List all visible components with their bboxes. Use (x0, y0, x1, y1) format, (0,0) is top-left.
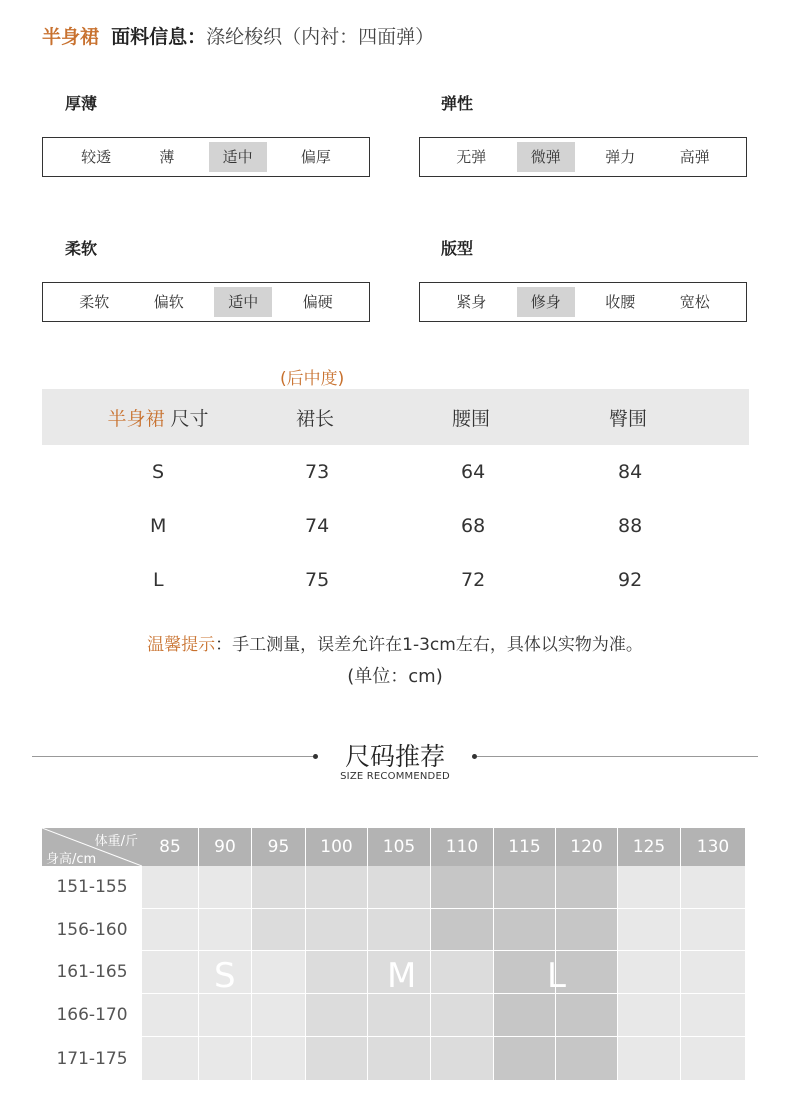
size-table (42, 389, 749, 607)
grid-cell (306, 909, 368, 951)
attr-options-softness (42, 282, 370, 322)
attr-option: 偏厚 (300, 148, 331, 166)
recommend-subtitle: SIZE RECOMMENDED (340, 771, 450, 782)
attr-option: 偏硬 (302, 293, 333, 311)
attr-option: 无弹 (456, 148, 487, 166)
grid-cell (142, 951, 199, 994)
grid-cell (142, 1037, 199, 1081)
column-header: 裙长 (296, 407, 335, 430)
column-header: 臀围 (609, 407, 648, 430)
grid-cell (556, 909, 618, 951)
size-cell: S (152, 461, 165, 483)
attr-option-selected: 适中 (209, 142, 267, 172)
attr-options-thickness (42, 137, 370, 177)
attr-title-thickness: 厚薄 (65, 94, 98, 113)
grid-cell (681, 866, 746, 909)
size-header-text: 尺寸 (170, 407, 209, 430)
grid-cell (618, 866, 681, 909)
recommend-title: 尺码推荐 (344, 742, 445, 771)
grid-cell (494, 909, 556, 951)
back-center-note: (后中度) (280, 369, 345, 389)
product-name: 半身裙 (42, 26, 100, 48)
size-header-label (42, 404, 274, 431)
attr-title-softness: 柔软 (65, 239, 98, 258)
attr-options-elasticity (419, 137, 747, 177)
column-header: 腰围 (452, 407, 491, 430)
grid-cell (431, 909, 494, 951)
weight-header: 85 (142, 828, 199, 866)
fabric-info-line (42, 22, 434, 49)
weight-header: 120 (556, 828, 618, 866)
value-cell: 92 (618, 569, 643, 591)
grid-cell (306, 1037, 368, 1081)
value-cell: 74 (305, 515, 330, 537)
attr-option-selected: 适中 (214, 287, 272, 317)
attr-option: 宽松 (679, 293, 710, 311)
grid-cell (681, 1037, 746, 1081)
measurement-tip (0, 630, 790, 655)
attr-option: 收腰 (605, 293, 636, 311)
size-cell: M (150, 515, 167, 537)
height-row-label: 161-165 (56, 962, 128, 982)
attr-option-selected: 修身 (517, 287, 575, 317)
grid-cell (368, 909, 431, 951)
grid-cell (252, 951, 306, 994)
size-zone-label: M (387, 956, 417, 996)
value-cell: 75 (305, 569, 330, 591)
attr-option: 高弹 (679, 148, 710, 166)
attr-title-fit: 版型 (441, 239, 474, 258)
grid-cell (681, 951, 746, 994)
weight-header: 130 (681, 828, 746, 866)
weight-header: 125 (618, 828, 681, 866)
size-cell: L (153, 569, 164, 591)
grid-cell (252, 994, 306, 1037)
tip-text: ：手工测量，误差允许在1-3cm左右，具体以实物为准。 (215, 635, 643, 655)
height-row-label: 171-175 (56, 1049, 128, 1069)
grid-cell (199, 909, 252, 951)
value-cell: 73 (305, 461, 330, 483)
grid-cell (368, 1037, 431, 1081)
value-cell: 64 (461, 461, 486, 483)
fabric-label: 面料信息： (111, 26, 207, 48)
attr-option: 薄 (159, 148, 175, 166)
unit-note: (单位：cm) (347, 666, 443, 687)
height-row-label: 166-170 (56, 1005, 128, 1025)
grid-cell (681, 994, 746, 1037)
size-recommend-grid (42, 828, 746, 1082)
grid-corner (42, 828, 142, 866)
fabric-value: 涤纶梭织（内衬：四面弹） (206, 26, 435, 48)
grid-cell (368, 994, 431, 1037)
attr-option: 柔软 (79, 293, 110, 311)
grid-cell (431, 951, 494, 994)
grid-cell (306, 866, 368, 909)
grid-cell (142, 909, 199, 951)
attr-option: 偏软 (153, 293, 184, 311)
grid-cell (556, 1037, 618, 1081)
weight-header: 110 (431, 828, 494, 866)
grid-cell (618, 951, 681, 994)
attr-option: 紧身 (456, 293, 487, 311)
attr-option-selected: 微弹 (517, 142, 575, 172)
attr-option: 较透 (81, 148, 112, 166)
grid-cell (368, 866, 431, 909)
grid-cell (252, 1037, 306, 1081)
grid-cell (618, 909, 681, 951)
height-row-label: 151-155 (56, 877, 128, 897)
grid-cell (252, 909, 306, 951)
weight-header: 95 (252, 828, 306, 866)
size-zone-label: S (214, 956, 236, 996)
value-cell: 72 (461, 569, 486, 591)
grid-cell (556, 994, 618, 1037)
grid-cell (199, 866, 252, 909)
grid-cell (431, 866, 494, 909)
weight-header: 105 (368, 828, 431, 866)
attr-option: 弹力 (605, 148, 636, 166)
attr-title-elasticity: 弹性 (441, 94, 474, 113)
grid-cell (681, 909, 746, 951)
grid-cell (494, 866, 556, 909)
grid-cell (556, 866, 618, 909)
height-row-label: 156-160 (56, 920, 128, 940)
attr-options-fit (419, 282, 747, 322)
grid-cell (494, 1037, 556, 1081)
grid-cell (306, 951, 368, 994)
corner-weight-label: 体重/斤 (94, 834, 138, 849)
grid-cell (142, 866, 199, 909)
tip-label: 温馨提示 (147, 635, 216, 655)
grid-cell (199, 994, 252, 1037)
weight-header: 90 (199, 828, 252, 866)
weight-header: 100 (306, 828, 368, 866)
grid-cell (431, 1037, 494, 1081)
table-row (42, 499, 749, 553)
table-row (42, 445, 749, 499)
table-row (42, 553, 749, 607)
grid-cell (431, 994, 494, 1037)
size-header-product: 半身裙 (107, 407, 165, 430)
size-table-header (42, 389, 749, 445)
size-zone-label: L (547, 956, 566, 996)
weight-header: 115 (494, 828, 556, 866)
value-cell: 88 (618, 515, 643, 537)
corner-height-label: 身高/cm (46, 852, 97, 866)
grid-cell (494, 994, 556, 1037)
grid-cell (306, 994, 368, 1037)
grid-cell (199, 1037, 252, 1081)
grid-cell (142, 994, 199, 1037)
grid-cell (618, 994, 681, 1037)
grid-cell (252, 866, 306, 909)
value-cell: 68 (461, 515, 486, 537)
value-cell: 84 (618, 461, 643, 483)
grid-cell (618, 1037, 681, 1081)
